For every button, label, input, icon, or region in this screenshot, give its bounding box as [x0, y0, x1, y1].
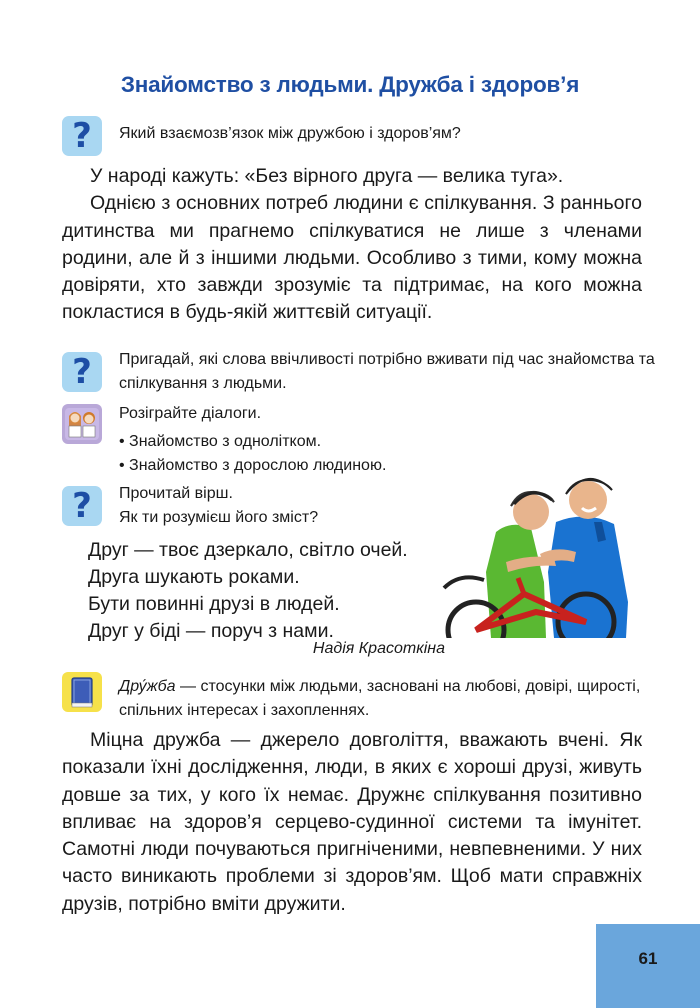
page-title: Знайомство з людьми. Дружба і здоров’я	[120, 72, 580, 97]
outro-paragraph: Міцна дружба — джерело довголіття, вважають вчені. Як показали їхні дослідження, люди, в яких є хороші друзі, живуть довше за тих, у кого їх немає. Дружнє спілкування позитивно впливає на здоров’я серцево-судинної системи та імунітет. Самотні люди почуваються пригніченими, невпевненими. У них часто виникають проблеми зі здоров’ям. Щоб мати справжніх друзів, потрібно вміти дружити.	[62, 729, 642, 915]
question-icon: ?	[62, 116, 102, 156]
poem-line: Друг — твоє дзеркало, світло очей.	[88, 539, 408, 561]
dialog-item: • Знайомство з однолітком.	[119, 430, 386, 454]
question-2: Пригадай, які слова ввічливості потрібно вживати під час знайомства та спілкування з людьми.	[119, 351, 655, 392]
page-number: 61	[596, 924, 700, 1008]
question-3-line-1: Прочитай вірш.	[119, 485, 233, 502]
question-3	[119, 482, 318, 530]
poem	[88, 537, 408, 645]
question-icon: ?	[62, 352, 102, 392]
poem-author: Надія Красоткіна	[312, 640, 445, 657]
dialog-task	[119, 402, 386, 478]
intro-paragraph-2: Однією з основних потреб людини є спілкування. З раннього дитинства ми прагнемо спілкуватися не лише з членами родини, але й з іншими людьми. Особливо з тими, кому можна довіряти, хто завжди зрозуміє та підтримає, на кого можна покластися в будь-якій життєвій ситуації.	[62, 192, 642, 324]
two-children-icon	[62, 404, 102, 444]
poem-line: Друга шукають роками.	[88, 566, 300, 588]
boys-with-bikes-photo	[436, 462, 632, 638]
definition-text: — стосунки між людьми, засновані на любові, довірі, щирості, спільних інтересах і захопленнях.	[119, 678, 641, 719]
dialog-item: • Знайомство з дорослою людиною.	[119, 454, 386, 478]
intro-paragraph-1: У народі кажуть: «Без вірного друга — велика туга».	[90, 165, 564, 187]
intro-text	[62, 163, 642, 327]
poem-line: Бути повинні друзі в людей.	[88, 593, 340, 615]
definition	[119, 675, 664, 723]
book-icon	[62, 672, 102, 712]
definition-term: Дру́жба	[119, 678, 176, 695]
question-1: Який взаємозв’язок між дружбою і здоров’ям?	[119, 125, 461, 142]
question-icon: ?	[62, 486, 102, 526]
dialog-heading: Розіграйте діалоги.	[119, 405, 262, 422]
poem-line: Друг у біді — поруч з нами.	[88, 620, 334, 642]
outro-text	[62, 727, 642, 918]
question-3-line-2: Як ти розумієш його зміст?	[119, 509, 319, 526]
